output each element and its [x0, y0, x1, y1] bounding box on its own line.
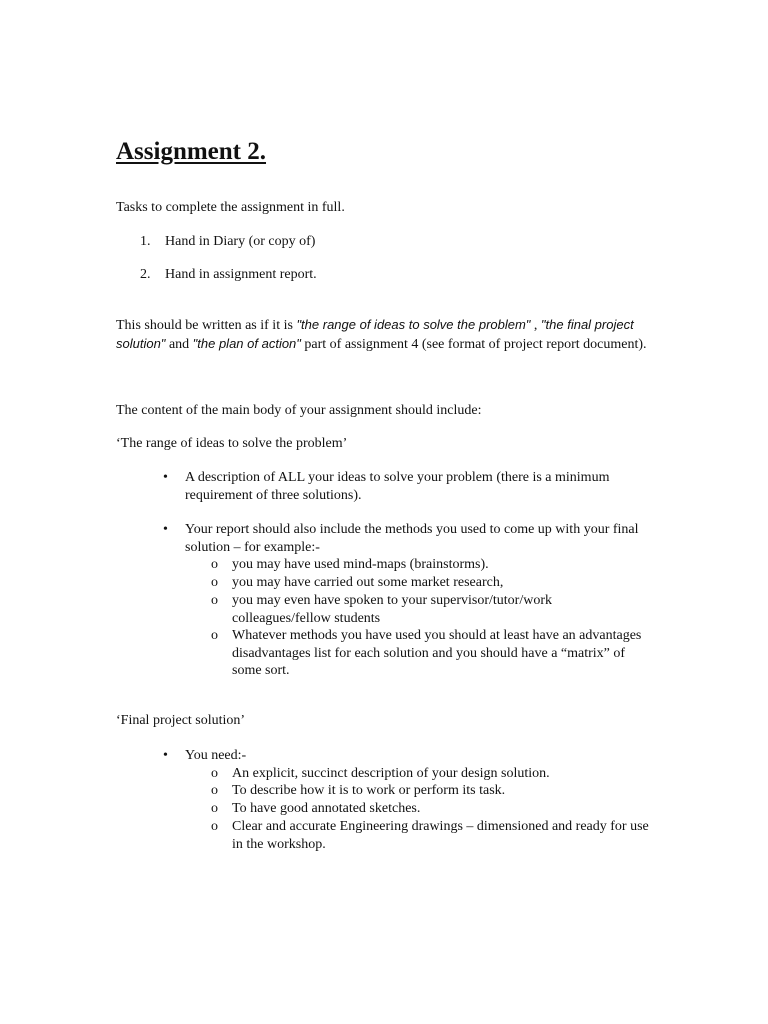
sub-bullet-text: To have good annotated sketches.	[232, 801, 421, 816]
task-text: Hand in assignment report.	[165, 267, 317, 282]
bullet-glyph: •	[163, 470, 168, 485]
intro-text: Tasks to complete the assignment in full.	[116, 200, 345, 215]
quote-plan-of-action: "the plan of action"	[192, 335, 301, 351]
document-title: Assignment 2.	[116, 138, 267, 165]
sub-bullet-text: Clear and accurate Engineering drawings – dimensioned and ready for use in the workshop.	[232, 819, 649, 852]
sub-bullet-glyph: o	[211, 766, 218, 781]
quote-range-of-ideas: "the range of ideas to solve the problem"	[296, 317, 531, 332]
sub-bullet-text: you may even have spoken to your supervisor/tutor/work colleagues/fellow students	[232, 593, 552, 626]
sub-bullet-glyph: o	[211, 593, 218, 608]
bullet-glyph: •	[163, 522, 168, 537]
section1-heading: ‘The range of ideas to solve the problem’	[116, 436, 348, 451]
bullet-text: A description of ALL your ideas to solve your problem (there is a minimum requirement of three solutions).	[185, 470, 610, 503]
sub-bullet-glyph: o	[211, 819, 218, 834]
written-post: part of assignment 4 (see format of project report document).	[300, 336, 647, 352]
task-text: Hand in Diary (or copy of)	[165, 234, 316, 249]
sub-bullet-glyph: o	[211, 575, 218, 590]
written-and: and	[165, 336, 193, 352]
bullet-text: You need:-	[185, 748, 247, 763]
bullet-text: Your report should also include the methods you used to come up with your final solution – for example:-	[185, 522, 639, 555]
sub-bullet-glyph: o	[211, 628, 218, 643]
bullet-glyph: •	[163, 748, 168, 763]
sub-bullet-text: To describe how it is to work or perform its task.	[232, 783, 506, 798]
section2-heading: ‘Final project solution’	[116, 713, 246, 728]
written-sep: ,	[530, 318, 541, 333]
quote-final-solution: "the final project solution"	[116, 317, 634, 351]
content-intro: The content of the main body of your assignment should include:	[116, 403, 482, 418]
sub-bullet-glyph: o	[211, 783, 218, 798]
sub-bullet-text: An explicit, succinct description of your design solution.	[232, 766, 550, 781]
task-number: 2.	[140, 267, 151, 282]
sub-bullet-glyph: o	[211, 557, 218, 572]
sub-bullet-glyph: o	[211, 801, 218, 816]
sub-bullet-text: Whatever methods you have used you should at least have an advantages disadvantages list for each solution and you should have a “matrix” of some sort.	[232, 628, 642, 678]
sub-bullet-text: you may have used mind-maps (brainstorms).	[232, 557, 489, 572]
sub-bullet-text: you may have carried out some market research,	[232, 575, 504, 590]
written-pre: This should be written as if it is	[116, 318, 297, 333]
task-number: 1.	[140, 234, 151, 249]
written-as-paragraph	[116, 316, 656, 353]
